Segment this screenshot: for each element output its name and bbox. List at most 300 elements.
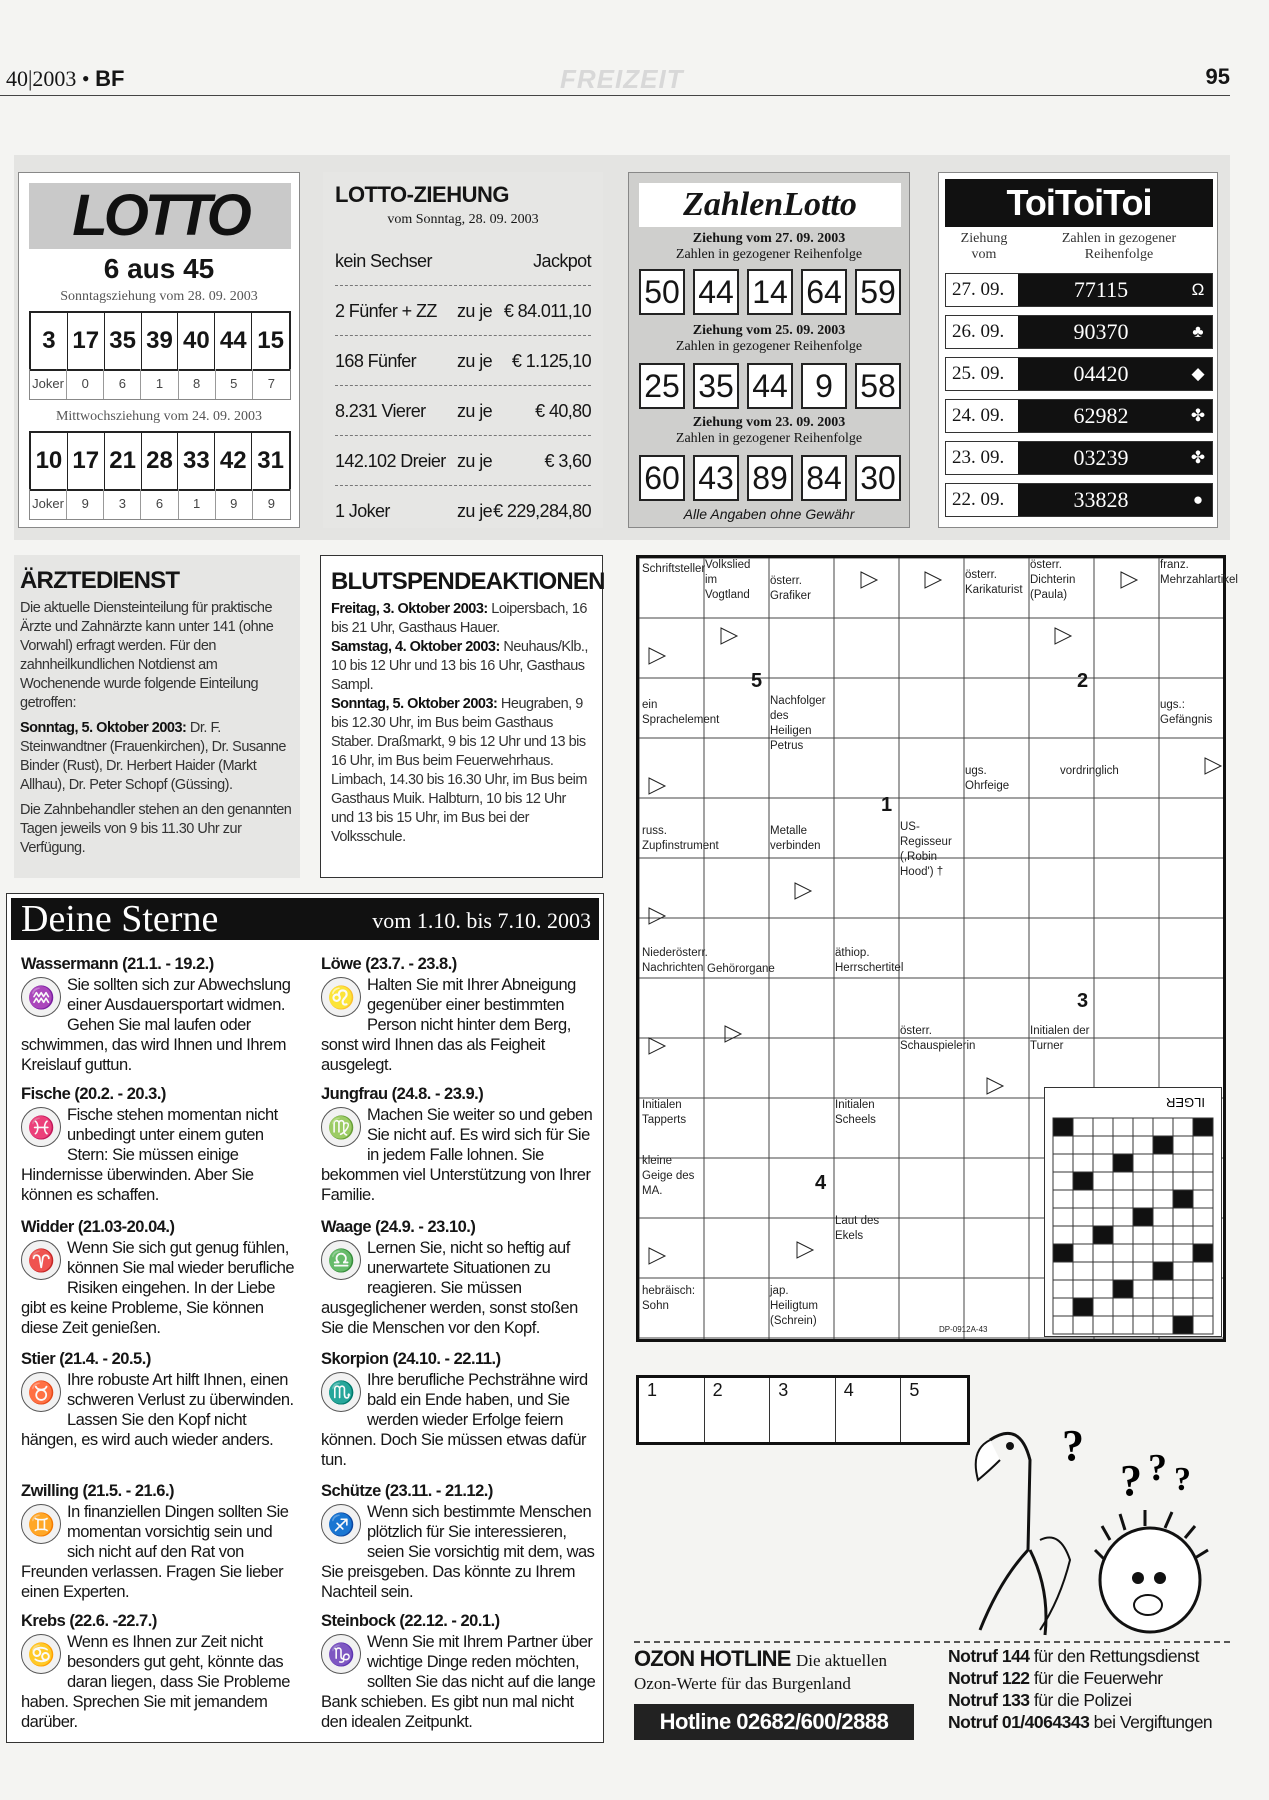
previous-solution-grid xyxy=(1044,1087,1222,1337)
solution-box[interactable]: 5 xyxy=(909,1380,920,1400)
clue-arrow-icon xyxy=(649,1248,665,1264)
solution-letter-number: 2 xyxy=(1077,670,1089,692)
ladybug-icon: ● xyxy=(1184,484,1212,516)
crossword-clue: russ. Zupfinstrument xyxy=(642,825,719,852)
mini-cell xyxy=(1133,1244,1153,1262)
joker-digit: 9 xyxy=(216,489,253,519)
lotto-number: 33 xyxy=(178,433,215,489)
joker-digit: 6 xyxy=(141,489,178,519)
mini-cell xyxy=(1193,1316,1213,1334)
mini-cell xyxy=(1053,1280,1073,1298)
crossword-clue: österr. Karikaturist xyxy=(965,569,1023,596)
sign-text: Lernen Sie, nicht so heftig auf unerwartete Situationen zu reagieren. Sie müssen ausgeglichener werden, sonst stoßen Sie die Menschen vor den Kopf. xyxy=(321,1239,578,1337)
cartoon-illustration xyxy=(970,1400,1220,1645)
crossword-clue: äthiop. Herrschertitel xyxy=(835,947,904,974)
blut-date: Freitag, 3. Oktober 2003: xyxy=(331,601,488,617)
joker-digit: 6 xyxy=(104,369,141,399)
zl-number: 30 xyxy=(855,455,901,501)
crossword-clue: Niederösterr. Nachrichten xyxy=(642,947,708,974)
mini-cell xyxy=(1193,1298,1213,1316)
ozon-subtitle: Ozon-Werte für das Burgenland xyxy=(634,1674,851,1693)
ozon-title: OZON HOTLINE xyxy=(634,1646,791,1671)
mini-cell xyxy=(1193,1262,1213,1280)
mini-cell xyxy=(1053,1118,1073,1136)
crossword-clue: hebräisch: Sohn xyxy=(642,1285,696,1312)
solution-letter-number: 4 xyxy=(815,1172,827,1194)
blut-date: Samstag, 4. Oktober 2003: xyxy=(331,639,500,655)
joker-digit: 1 xyxy=(179,489,216,519)
lz-row xyxy=(335,336,591,386)
mini-cell xyxy=(1133,1154,1153,1172)
mini-cell xyxy=(1093,1118,1113,1136)
zl-date xyxy=(629,231,909,263)
aerzte-hours: Die Zahnbehandler stehen an den genannten Tagen jeweils von 9 bis 11.30 Uhr zur Verfügung. xyxy=(20,802,292,856)
zl-number: 59 xyxy=(855,269,901,315)
mini-cell xyxy=(1093,1154,1113,1172)
sign-text: Ihre berufliche Pechsträhne wird bald ein Ende haben, und Sie werden wieder Erfolge feiern können. Doch Sie müssen etwas dafür tun. xyxy=(321,1371,588,1469)
mini-cell xyxy=(1173,1118,1193,1136)
sign-text: In finanziellen Dingen sollten Sie momentan vorsichtig sein und sich nicht auf den Rat von Freunden verlassen. Fragen Sie lieber einen Experten. xyxy=(21,1503,289,1601)
mini-cell xyxy=(1153,1208,1173,1226)
mini-cell xyxy=(1053,1154,1073,1172)
horoscope-sign xyxy=(21,1611,296,1732)
blut-text: Neuhaus/Klb., 10 bis 12 Uhr und 13 bis 16 Uhr, Gasthaus Sampl. xyxy=(331,639,588,693)
clue-arrow-icon xyxy=(649,908,665,924)
crossword-clue: Volkslied im Vogtland xyxy=(705,559,751,601)
lotto-number: 39 xyxy=(142,313,179,369)
zl-number: 89 xyxy=(747,455,793,501)
lotto-number: 40 xyxy=(178,313,215,369)
zodiac-icon: ♐ xyxy=(321,1504,361,1544)
aerzte-sunday-date: Sonntag, 5. Oktober 2003: xyxy=(20,720,187,736)
aerztedienst-box xyxy=(14,555,300,878)
mini-cell xyxy=(1173,1154,1193,1172)
blut-text: Heugraben, 9 bis 12.30 Uhr, im Bus beim Gasthaus Staber. Draßmarkt, 9 bis 12 Uhr und 13 bis 16 Uhr, im Bus beim Feuerwehrhaus. Limbach, 14.30 bis 16.30 Uhr, im Bus beim Gasthaus Muik. Halbturn, 10 bis 12 Uhr und 13 bis 15 Uhr, im Bus bei der Volksschule. xyxy=(331,696,587,845)
zl-number: 44 xyxy=(693,269,739,315)
crossword-clue: Initialen Tapperts xyxy=(642,1099,687,1126)
page-number: 95 xyxy=(1205,64,1230,89)
clue-arrow-icon xyxy=(797,1242,813,1258)
lz-winners: 142.102 Dreier xyxy=(335,451,446,471)
mini-cell xyxy=(1153,1262,1173,1280)
toi-row xyxy=(945,441,1213,475)
zl-date xyxy=(629,415,909,447)
clue-arrow-icon xyxy=(1205,758,1221,774)
mini-cell xyxy=(1153,1280,1173,1298)
mini-cell xyxy=(1113,1244,1133,1262)
joker-digit: 0 xyxy=(67,369,104,399)
mini-cell xyxy=(1073,1226,1093,1244)
emergency-numbers xyxy=(948,1645,1228,1733)
blut-entry xyxy=(331,695,592,847)
lotto-number: 31 xyxy=(257,447,284,474)
lotto-number: 44 xyxy=(215,313,252,369)
mini-cell xyxy=(1133,1280,1153,1298)
svg-text:?: ? xyxy=(1120,1456,1142,1505)
mini-cell xyxy=(1113,1316,1133,1334)
mini-cell xyxy=(1153,1172,1173,1190)
lotto-number: 35 xyxy=(105,313,142,369)
clue-arrow-icon xyxy=(725,1026,741,1042)
joker-digit: 9 xyxy=(267,496,276,511)
sign-text: Wenn Sie mit Ihrem Partner über wichtige Dinge reden möchten, sollten Sie das nicht auf die lange Bank schieben. Es gibt nun mal nicht den idealen Zeitpunkt. xyxy=(321,1633,596,1731)
mini-cell xyxy=(1193,1226,1213,1244)
mini-cell xyxy=(1173,1136,1193,1154)
lotto-ziehung-panel xyxy=(323,172,603,528)
sign-heading: Wassermann (21.1. - 19.2.) xyxy=(21,955,214,973)
horseshoe-icon: Ω xyxy=(1184,274,1212,306)
solution-letter-number: 1 xyxy=(881,794,893,816)
zl-number: 14 xyxy=(747,269,793,315)
mini-cell xyxy=(1153,1190,1173,1208)
mini-cell xyxy=(1093,1172,1113,1190)
sign-text: Wenn es Ihnen zur Zeit nicht besonders gut geht, könnte das daran liegen, dass Sie Probleme haben. Sprechen Sie mit jemandem darüber. xyxy=(21,1633,290,1731)
clue-arrow-icon xyxy=(649,648,665,664)
lz-amount: € 84.011,10 xyxy=(503,301,591,321)
crossword-clue: franz. Mehrzahlartikel xyxy=(1160,559,1238,586)
sign-heading: Krebs (22.6. -22.7.) xyxy=(21,1612,157,1630)
clover-icon: ✤ xyxy=(1184,400,1212,432)
crossword-clue: österr. Grafiker xyxy=(770,575,811,602)
notruf-desc: für den Rettungsdienst xyxy=(1029,1646,1199,1666)
mini-cell xyxy=(1193,1190,1213,1208)
mini-cell xyxy=(1133,1136,1153,1154)
zl-numbers-2 xyxy=(639,363,901,409)
sign-heading: Widder (21.03-20.04.) xyxy=(21,1218,175,1236)
issue-number: 40|2003 xyxy=(6,66,77,91)
clue-arrow-icon xyxy=(795,883,811,899)
lotto-panel xyxy=(18,172,300,528)
mini-cell xyxy=(1173,1316,1193,1334)
mini-cell xyxy=(1073,1172,1093,1190)
mini-cell xyxy=(1153,1154,1173,1172)
sign-heading: Skorpion (24.10. - 22.11.) xyxy=(321,1350,501,1368)
zahlenlotto-title: ZahlenLotto xyxy=(639,183,901,227)
toi-date: 27. 09. xyxy=(946,274,1018,306)
blut-entry xyxy=(331,600,592,638)
mini-cell xyxy=(1113,1190,1133,1208)
joker-digit: 8 xyxy=(179,369,216,399)
crossword-clue: Gehörorgane xyxy=(707,963,775,975)
lz-per: zu je xyxy=(457,401,493,421)
zl-numbers-1 xyxy=(639,269,901,315)
toi-header-numbers: Zahlen in gezogener Reihenfolge xyxy=(1061,231,1177,262)
lz-row xyxy=(335,436,591,486)
lz-winners: kein Sechser xyxy=(335,251,432,271)
zodiac-icon: ♋ xyxy=(21,1634,61,1674)
toi-number: 90370 xyxy=(1018,316,1184,348)
section-title: FREIZEIT xyxy=(560,64,684,94)
lotto-number: 17 xyxy=(68,433,105,489)
notruf-number: Notruf 122 xyxy=(948,1668,1030,1688)
mini-cell xyxy=(1133,1298,1153,1316)
previous-solution-svg xyxy=(1045,1088,1221,1336)
toi-date: 25. 09. xyxy=(946,358,1018,390)
sign-heading: Jungfrau (24.8. - 23.9.) xyxy=(321,1085,484,1103)
joker-digit: 5 xyxy=(216,369,253,399)
crossword-clue: US-Regisseur (,Robin Hood') † xyxy=(900,821,952,878)
zl-number: 35 xyxy=(693,363,739,409)
toi-row xyxy=(945,357,1213,391)
crossword-code: DP-0912A-43 xyxy=(939,1325,988,1334)
mini-cell xyxy=(1113,1118,1133,1136)
crossword-clue: österr. Dichterin (Paula) xyxy=(1030,559,1076,601)
sign-heading: Stier (21.4. - 20.5.) xyxy=(21,1350,151,1368)
notruf-number: Notruf 01/4064343 xyxy=(948,1712,1090,1732)
mini-cell xyxy=(1073,1244,1093,1262)
mini-cell xyxy=(1093,1262,1113,1280)
mini-cell xyxy=(1193,1118,1213,1136)
crossword-clue: jap. Heiligtum (Schrein) xyxy=(770,1285,818,1327)
mini-cell xyxy=(1093,1244,1113,1262)
mini-cell xyxy=(1113,1172,1133,1190)
mini-cell xyxy=(1073,1316,1093,1334)
mini-cell xyxy=(1173,1172,1193,1190)
notruf-desc: für die Feuerwehr xyxy=(1029,1668,1163,1688)
sunday-numbers xyxy=(29,311,291,371)
mini-cell xyxy=(1053,1208,1073,1226)
mini-cell xyxy=(1073,1208,1093,1226)
crossword-clue: ein Sprachelement xyxy=(642,699,720,726)
mini-cell xyxy=(1193,1136,1213,1154)
toi-date: 26. 09. xyxy=(946,316,1018,348)
clue-arrow-icon xyxy=(925,572,941,588)
ozon-hotline-number: Hotline 02682/600/2888 xyxy=(634,1704,914,1740)
zodiac-icon: ♌ xyxy=(321,977,361,1017)
mini-cell xyxy=(1073,1280,1093,1298)
aerzte-title: ÄRZTEDIENST xyxy=(20,567,180,594)
mini-cell xyxy=(1153,1136,1173,1154)
solution-box[interactable]: 4 xyxy=(836,1378,902,1442)
wednesday-numbers xyxy=(29,431,291,491)
toi-number: 03239 xyxy=(1018,442,1184,474)
mini-cell xyxy=(1053,1172,1073,1190)
lz-row xyxy=(335,236,591,286)
notruf-number: Notruf 133 xyxy=(948,1690,1030,1710)
mini-cell xyxy=(1113,1262,1133,1280)
lz-winners: 168 Fünfer xyxy=(335,351,417,371)
sign-text: Fische stehen momentan nicht unbedingt unter einem guten Stern: Sie müssen einige Hindernisse überwinden. Aber Sie können es schaffen. xyxy=(21,1106,278,1204)
mini-cell xyxy=(1153,1244,1173,1262)
horoscope-sign xyxy=(21,1349,296,1450)
mini-cell xyxy=(1073,1154,1093,1172)
bottom-divider xyxy=(634,1641,1230,1643)
sign-heading: Fische (20.2. - 20.3.) xyxy=(21,1085,166,1103)
lz-row xyxy=(335,386,591,436)
zodiac-icon: ♓ xyxy=(21,1107,61,1147)
ozon-title-suffix: Die aktuellen xyxy=(795,1651,888,1670)
toi-number: 04420 xyxy=(1018,358,1184,390)
solution-box[interactable]: 1 xyxy=(639,1378,705,1442)
mini-cell xyxy=(1073,1118,1093,1136)
mini-cell xyxy=(1093,1316,1113,1334)
toi-row xyxy=(945,483,1213,517)
blut-text: Loipersbach, 16 bis 21 Uhr, Gasthaus Hauer. xyxy=(331,601,587,636)
toi-row xyxy=(945,315,1213,349)
mini-cell xyxy=(1173,1190,1193,1208)
notruf-line xyxy=(948,1711,1228,1733)
mini-cell xyxy=(1133,1172,1153,1190)
zl-number: 60 xyxy=(639,455,685,501)
toi-row xyxy=(945,273,1213,307)
mini-cell xyxy=(1153,1298,1173,1316)
mini-cell xyxy=(1153,1226,1173,1244)
horoscope-sign xyxy=(321,954,596,1075)
horoscope-sign xyxy=(21,1217,296,1338)
crossword-clue: Metalle verbinden xyxy=(770,825,821,852)
zl-order: Zahlen in gezogener Reihenfolge xyxy=(675,339,863,354)
horoscope-title: Deine Sterne xyxy=(21,898,219,940)
solution-word-boxes xyxy=(636,1375,970,1445)
toi-date: 23. 09. xyxy=(946,442,1018,474)
notruf-desc: für die Polizei xyxy=(1029,1690,1132,1710)
mini-cell xyxy=(1093,1190,1113,1208)
wednesday-joker xyxy=(29,489,291,520)
sign-text: Halten Sie mit Ihrer Abneigung gegenüber einer bestimmten Person nicht hinter dem Berg, sonst wird Ihnen das als Feigheit ausgelegt. xyxy=(321,976,576,1074)
mini-cell xyxy=(1153,1118,1173,1136)
lz-subtitle: vom Sonntag, 28. 09. 2003 xyxy=(387,212,539,227)
sign-heading: Waage (24.9. - 23.10.) xyxy=(321,1218,476,1236)
zodiac-icon: ♈ xyxy=(21,1240,61,1280)
sign-heading: Steinbock (22.12. - 20.1.) xyxy=(321,1612,500,1630)
notruf-number: Notruf 144 xyxy=(948,1646,1030,1666)
mini-cell xyxy=(1153,1316,1173,1334)
lz-row xyxy=(335,486,591,536)
svg-text:?: ? xyxy=(1062,1421,1084,1470)
toi-number: 33828 xyxy=(1018,484,1184,516)
ozon-title-line xyxy=(634,1646,920,1672)
aerzte-sunday-text: Dr. F. Steinwandtner (Frauenkirchen), Dr. Susanne Binder (Rust), Dr. Herbert Haider (Markt Allhau), Dr. Peter Schopf (Güssing). xyxy=(20,720,286,793)
aerzte-sunday xyxy=(20,719,294,795)
mini-cell xyxy=(1193,1208,1213,1226)
lz-amount: € 1.125,10 xyxy=(511,351,591,371)
toi-number: 77115 xyxy=(1018,274,1184,306)
mini-cell xyxy=(1113,1298,1133,1316)
lotto-number: 15 xyxy=(257,327,284,354)
horoscope-sign xyxy=(321,1481,596,1602)
lz-amount: € 3,60 xyxy=(544,451,591,471)
zl-disclaimer: Alle Angaben ohne Gewähr xyxy=(683,506,855,522)
zl-order: Zahlen in gezogener Reihenfolge xyxy=(675,247,863,262)
crossword-clue: Laut des Ekels xyxy=(835,1215,880,1242)
lz-per: zu je xyxy=(457,501,493,521)
lz-per: zu je xyxy=(457,451,493,471)
clue-arrow-icon xyxy=(987,1078,1003,1094)
mini-cell xyxy=(1093,1226,1113,1244)
mini-cell xyxy=(1053,1190,1073,1208)
zodiac-icon: ♒ xyxy=(21,977,61,1017)
sign-heading: Zwilling (21.5. - 21.6.) xyxy=(21,1482,175,1500)
mini-cell xyxy=(1133,1262,1153,1280)
mini-grid-label: ILGER xyxy=(1165,1095,1205,1110)
mini-cell xyxy=(1133,1316,1153,1334)
zl-date-1: Ziehung vom 27. 09. 2003 xyxy=(692,231,846,246)
solution-box[interactable]: 3 xyxy=(770,1378,836,1442)
zl-number: 64 xyxy=(801,269,847,315)
blut-entry xyxy=(331,638,592,695)
wednesday-label: Mittwochsziehung vom 24. 09. 2003 xyxy=(55,409,263,424)
lz-row xyxy=(335,286,591,336)
horoscope-box xyxy=(6,893,604,1743)
lz-title: LOTTO-ZIEHUNG xyxy=(335,182,509,207)
mini-cell xyxy=(1073,1136,1093,1154)
horoscope-sign xyxy=(321,1217,596,1338)
crossword-clue: ugs. Ohrfeige xyxy=(965,765,1010,792)
notruf-line xyxy=(948,1689,1228,1711)
zl-number: 43 xyxy=(693,455,739,501)
joker-digit: 3 xyxy=(104,489,141,519)
mini-cell xyxy=(1093,1298,1113,1316)
mini-cell xyxy=(1193,1172,1213,1190)
lz-amount: € 40,80 xyxy=(535,401,591,421)
blut-title: BLUTSPENDEAKTIONEN xyxy=(331,568,605,595)
solution-letter-number: 3 xyxy=(1077,990,1089,1012)
lotto-number: 42 xyxy=(215,433,252,489)
mini-cell xyxy=(1193,1154,1213,1172)
lotto-logo: LOTTO xyxy=(29,183,291,249)
mini-cell xyxy=(1053,1226,1073,1244)
joker-digit: 1 xyxy=(141,369,178,399)
mini-cell xyxy=(1113,1208,1133,1226)
notruf-line xyxy=(948,1667,1228,1689)
mini-cell xyxy=(1193,1244,1213,1262)
mini-cell xyxy=(1173,1208,1193,1226)
lz-per: zu je xyxy=(457,351,493,371)
mini-cell xyxy=(1053,1298,1073,1316)
crossword-clue: Nachfolger des Heiligen Petrus xyxy=(770,695,826,752)
mini-cell xyxy=(1173,1244,1193,1262)
joker-label: Joker xyxy=(30,369,67,399)
sign-text: Ihre robuste Art hilft Ihnen, einen schweren Verlust zu überwinden. Lassen Sie den Kopf nicht hängen, es wird auch wieder anders. xyxy=(21,1371,294,1449)
sunday-joker xyxy=(29,369,291,400)
joker-digit: 7 xyxy=(267,376,276,391)
clue-arrow-icon xyxy=(1055,628,1071,644)
horoscope-range: vom 1.10. bis 7.10. 2003 xyxy=(372,908,591,933)
mini-cell xyxy=(1113,1226,1133,1244)
clue-arrow-icon xyxy=(649,1038,665,1054)
toitoitoi-panel xyxy=(938,172,1218,528)
zahlenlotto-panel xyxy=(628,172,910,528)
solution-box[interactable]: 2 xyxy=(705,1378,771,1442)
toi-date: 24. 09. xyxy=(946,400,1018,432)
crossword-clue: Schriftsteller xyxy=(642,563,706,575)
zl-date-2: Ziehung vom 25. 09. 2003 xyxy=(692,323,846,338)
crossword-clue: kleine Geige des MA. xyxy=(642,1155,695,1197)
crossword-clue: österr. Schauspielerin xyxy=(900,1025,976,1052)
blutspende-box xyxy=(320,555,603,878)
zl-date xyxy=(629,323,909,355)
joker-digit: 9 xyxy=(67,489,104,519)
mini-cell xyxy=(1133,1226,1153,1244)
horoscope-sign xyxy=(321,1084,596,1205)
magazine-name: BF xyxy=(95,66,125,91)
horoscope-sign xyxy=(321,1349,596,1470)
mini-cell xyxy=(1113,1280,1133,1298)
mini-cell xyxy=(1173,1298,1193,1316)
sunday-label: Sonntagsziehung vom 28. 09. 2003 xyxy=(60,289,258,304)
zl-number: 50 xyxy=(639,269,685,315)
lz-winners: 1 Joker xyxy=(335,501,390,521)
issue-label: 40|2003 • BF xyxy=(6,66,125,91)
chimney-sweep-icon: ♣ xyxy=(1184,316,1212,348)
zodiac-icon: ♊ xyxy=(21,1504,61,1544)
sign-text: Wenn sich bestimmte Menschen plötzlich für Sie interessieren, seien Sie vorsichtig mit dem, was Sie preisgeben. Das könnte zu Ihrem Nachteil sein. xyxy=(321,1503,595,1601)
toi-date: 22. 09. xyxy=(946,484,1018,516)
mini-cell xyxy=(1053,1136,1073,1154)
mini-cell xyxy=(1093,1208,1113,1226)
clue-arrow-icon xyxy=(1121,572,1137,588)
pig-icon: ◆ xyxy=(1184,358,1212,390)
